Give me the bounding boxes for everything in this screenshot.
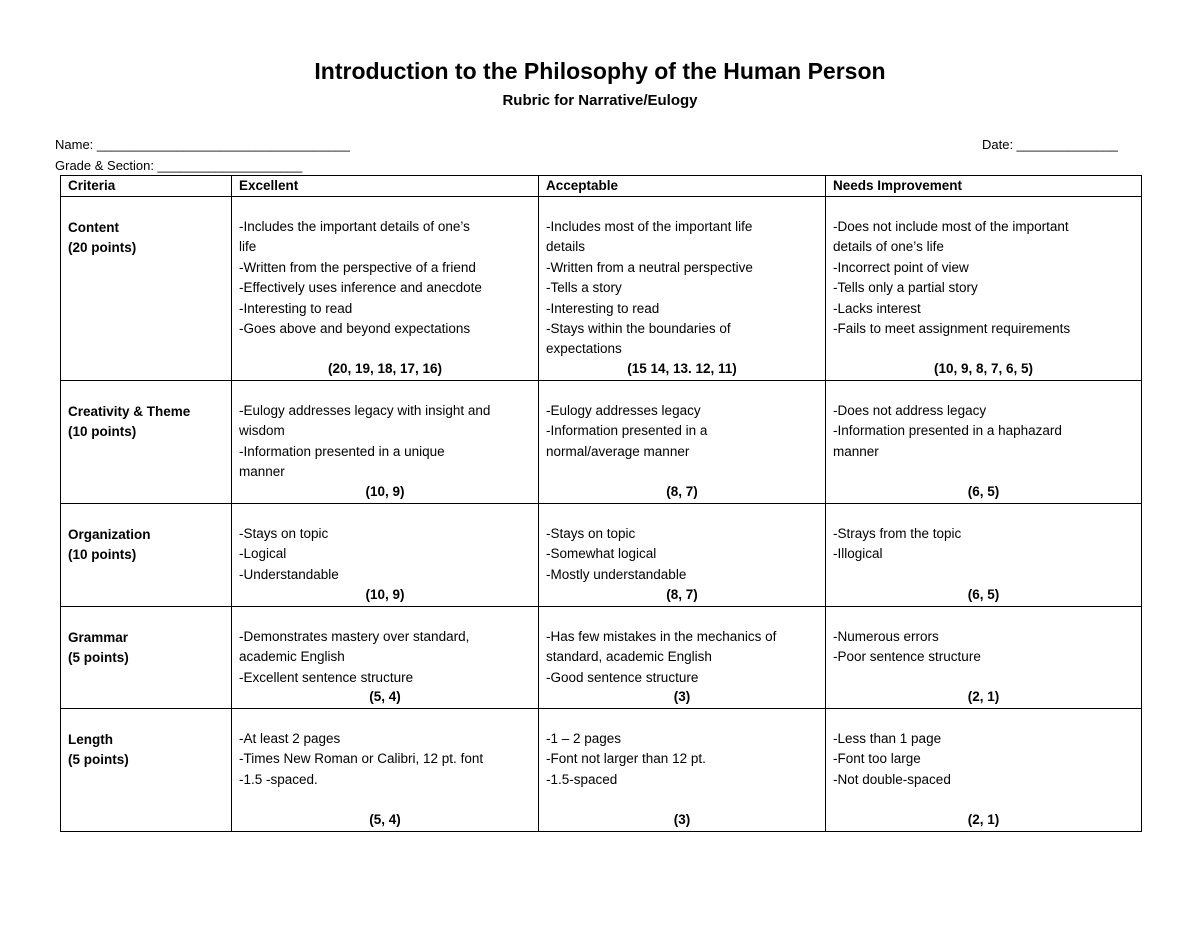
criterion-name: Creativity & Theme [68, 404, 191, 419]
descriptor-line: -Eulogy addresses legacy with insight and [239, 403, 491, 418]
excellent-cell [232, 197, 539, 381]
grade-section-field: Grade & Section: ____________________ [55, 158, 303, 173]
descriptor-line: -Information presented in a [546, 423, 708, 439]
descriptor-line: -Illogical [833, 546, 883, 562]
descriptor-line: -Good sentence structure [546, 669, 699, 685]
date-field: Date: ______________ [982, 137, 1118, 152]
score-range: (10, 9) [365, 587, 405, 602]
criterion-points: (5 points) [68, 650, 129, 665]
column-header-acceptable: Acceptable [539, 176, 826, 197]
descriptor-line: -Interesting to read [546, 300, 660, 316]
descriptor-line: -Goes above and beyond expectations [239, 321, 471, 337]
needs-improvement-cell [826, 607, 1142, 709]
descriptor-line: normal/average manner [546, 443, 690, 459]
descriptor-line: -Has few mistakes in the mechanics of [546, 629, 777, 644]
document-subtitle: Rubric for Narrative/Eulogy [502, 92, 698, 109]
descriptor-line: -Not double-spaced [833, 771, 951, 787]
criterion-points: (10 points) [68, 547, 137, 562]
descriptor-line: -Includes most of the important life [546, 219, 753, 234]
descriptor-line: -Written from the perspective of a friend [239, 259, 476, 275]
descriptor-line: -Understandable [239, 566, 339, 582]
descriptor-line: -Fails to meet assignment requirements [833, 321, 1071, 337]
criterion-name: Content [68, 220, 119, 235]
descriptor-line: -Information presented in a haphazard [833, 423, 1062, 439]
descriptor-line: -Mostly understandable [546, 566, 687, 582]
descriptor-line: -Excellent sentence structure [239, 669, 414, 685]
descriptor-line: details [546, 239, 586, 255]
acceptable-cell [539, 197, 826, 381]
acceptable-cell [539, 607, 826, 709]
descriptor-line: -Written from a neutral perspective [546, 259, 753, 275]
criterion-points: (20 points) [68, 240, 137, 255]
criterion-cell [61, 504, 232, 607]
excellent-cell [232, 709, 539, 832]
descriptor-line: -Somewhat logical [546, 546, 657, 562]
needs-improvement-cell [826, 709, 1142, 832]
rubric-table [60, 175, 1142, 832]
criterion-points: (10 points) [68, 424, 137, 439]
score-range: (2, 1) [967, 812, 1000, 827]
column-header-excellent: Excellent [232, 176, 539, 197]
descriptor-line: -1.5-spaced [546, 771, 618, 787]
descriptor-line: expectations [546, 341, 622, 357]
descriptor-line: -Less than 1 page [833, 731, 942, 746]
descriptor-line: -Effectively uses inference and anecdote [239, 280, 482, 296]
criterion-cell [61, 381, 232, 504]
criterion-cell [61, 709, 232, 832]
score-range: (15 14, 13. 12, 11) [627, 361, 737, 376]
descriptor-line: -Lacks interest [833, 300, 921, 316]
score-range: (8, 7) [666, 484, 698, 499]
excellent-cell [232, 504, 539, 607]
descriptor-line: details of one’s life [833, 239, 944, 255]
descriptor-line: -Stays on topic [546, 526, 636, 541]
descriptor-line: -Tells a story [546, 280, 622, 296]
score-range: (20, 19, 18, 17, 16) [327, 361, 443, 376]
score-range: (5, 4) [369, 812, 401, 827]
descriptor-line: -Eulogy addresses legacy [546, 403, 701, 418]
criterion-name: Grammar [68, 630, 129, 645]
descriptor-line: -Demonstrates mastery over standard, [239, 629, 470, 644]
descriptor-line: manner [833, 443, 879, 459]
score-range: (6, 5) [967, 484, 1000, 499]
excellent-cell [232, 381, 539, 504]
descriptor-line: -Includes the important details of one’s [239, 219, 470, 234]
descriptor-line: -Numerous errors [833, 629, 939, 644]
descriptor-line: standard, academic English [546, 649, 712, 665]
score-range: (3) [673, 689, 691, 704]
criterion-points: (5 points) [68, 752, 129, 767]
descriptor-line: -Interesting to read [239, 300, 353, 316]
descriptor-line: manner [239, 464, 285, 480]
descriptor-line: academic English [239, 649, 345, 665]
column-header-criteria: Criteria [61, 176, 232, 197]
descriptor-line: -Strays from the topic [833, 526, 962, 541]
criterion-cell [61, 607, 232, 709]
excellent-cell [232, 607, 539, 709]
descriptor-line: -Incorrect point of view [833, 259, 969, 275]
score-range: (8, 7) [666, 587, 698, 602]
score-range: (10, 9) [365, 484, 405, 499]
descriptor-line: -Logical [239, 546, 287, 562]
descriptor-line: -Does not address legacy [833, 403, 987, 418]
score-range: (2, 1) [967, 689, 1000, 704]
document-title: Introduction to the Philosophy of the Human Person [314, 58, 886, 84]
score-range: (3) [673, 812, 691, 827]
needs-improvement-cell [826, 381, 1142, 504]
needs-improvement-cell [826, 504, 1142, 607]
score-range: (5, 4) [369, 689, 401, 704]
score-range: (10, 9, 8, 7, 6, 5) [933, 361, 1034, 376]
needs-improvement-cell [826, 197, 1142, 381]
descriptor-line: -At least 2 pages [239, 731, 341, 746]
criterion-name: Organization [68, 527, 151, 542]
descriptor-line: -Stays on topic [239, 526, 329, 541]
column-header-needs-improvement: Needs Improvement [826, 176, 1142, 197]
criterion-cell [61, 197, 232, 381]
score-range: (6, 5) [967, 587, 1000, 602]
descriptor-line: -Font too large [833, 751, 921, 767]
name-field: Name: ___________________________________ [55, 137, 350, 152]
acceptable-cell [539, 504, 826, 607]
descriptor-line: -Information presented in a unique [239, 443, 445, 459]
acceptable-cell [539, 709, 826, 832]
rubric-row-grammar [61, 607, 1142, 709]
descriptor-line: -1.5 -spaced. [239, 771, 318, 787]
rubric-row-content [61, 197, 1142, 381]
descriptor-line: -Tells only a partial story [833, 280, 978, 296]
descriptor-line: -Poor sentence structure [833, 649, 981, 665]
descriptor-line: -Does not include most of the important [833, 219, 1069, 234]
descriptor-line: -Times New Roman or Calibri, 12 pt. font [239, 751, 484, 767]
descriptor-line: life [239, 239, 257, 255]
rubric-body [61, 197, 1142, 832]
header-row [61, 176, 1142, 197]
acceptable-cell [539, 381, 826, 504]
criterion-name: Length [68, 732, 113, 747]
descriptor-line: -1 – 2 pages [546, 731, 622, 746]
descriptor-line: -Stays within the boundaries of [546, 321, 731, 337]
rubric-row-length [61, 709, 1142, 832]
descriptor-line: -Font not larger than 12 pt. [546, 751, 706, 767]
rubric-row-organization [61, 504, 1142, 607]
descriptor-line: wisdom [239, 423, 285, 439]
rubric-row-creativity-theme [61, 381, 1142, 504]
